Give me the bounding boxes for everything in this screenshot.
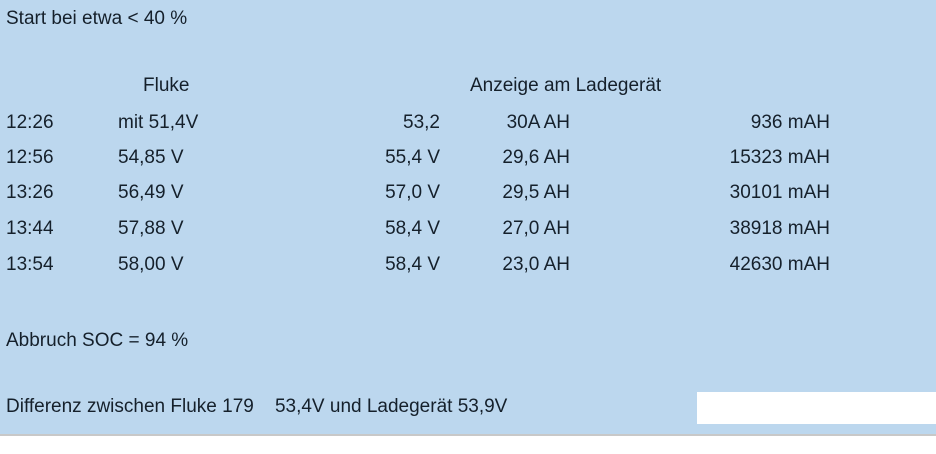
cell-fluke: 57,88 V [118, 218, 184, 239]
cell-mah: 936 mAH [750, 112, 830, 133]
cell-voltage: 57,0 V [385, 182, 440, 203]
cell-fluke: mit 51,4V [118, 112, 199, 133]
table-row [0, 182, 936, 212]
cell-time: 12:26 [6, 112, 54, 133]
cell-fluke: 54,85 V [118, 147, 184, 168]
cell-ah: 29,5 AH [502, 182, 570, 203]
cell-time: 12:56 [6, 147, 54, 168]
cell-mah: 30101 mAH [729, 182, 830, 203]
cell-ah: 23,0 AH [502, 254, 570, 275]
cell-voltage: 58,4 V [385, 254, 440, 275]
column-header-charger: Anzeige am Ladegerät [470, 75, 662, 96]
table-row [0, 112, 936, 142]
column-header-fluke: Fluke [143, 75, 190, 96]
abort-soc-line: Abbruch SOC = 94 % [6, 330, 189, 351]
start-soc-line: Start bei etwa < 40 % [6, 8, 188, 29]
cell-voltage: 53,2 [403, 112, 440, 133]
selection-highlight [697, 392, 936, 424]
cell-time: 13:44 [6, 218, 54, 239]
cell-mah: 38918 mAH [729, 218, 830, 239]
cell-mah: 42630 mAH [729, 254, 830, 275]
cell-fluke: 56,49 V [118, 182, 184, 203]
cell-time: 13:54 [6, 254, 54, 275]
table-row [0, 218, 936, 248]
cell-voltage: 55,4 V [385, 147, 440, 168]
cell-ah: 30A AH [506, 112, 570, 133]
cell-ah: 29,6 AH [502, 147, 570, 168]
table-row [0, 254, 936, 284]
difference-line: Differenz zwischen Fluke 179 53,4V und Ladegerät 53,9V [6, 396, 508, 417]
cell-voltage: 58,4 V [385, 218, 440, 239]
cell-ah: 27,0 AH [502, 218, 570, 239]
cell-time: 13:26 [6, 182, 54, 203]
cell-mah: 15323 mAH [729, 147, 830, 168]
table-row [0, 147, 936, 177]
page-bottom-margin [0, 438, 936, 454]
cell-fluke: 58,00 V [118, 254, 184, 275]
